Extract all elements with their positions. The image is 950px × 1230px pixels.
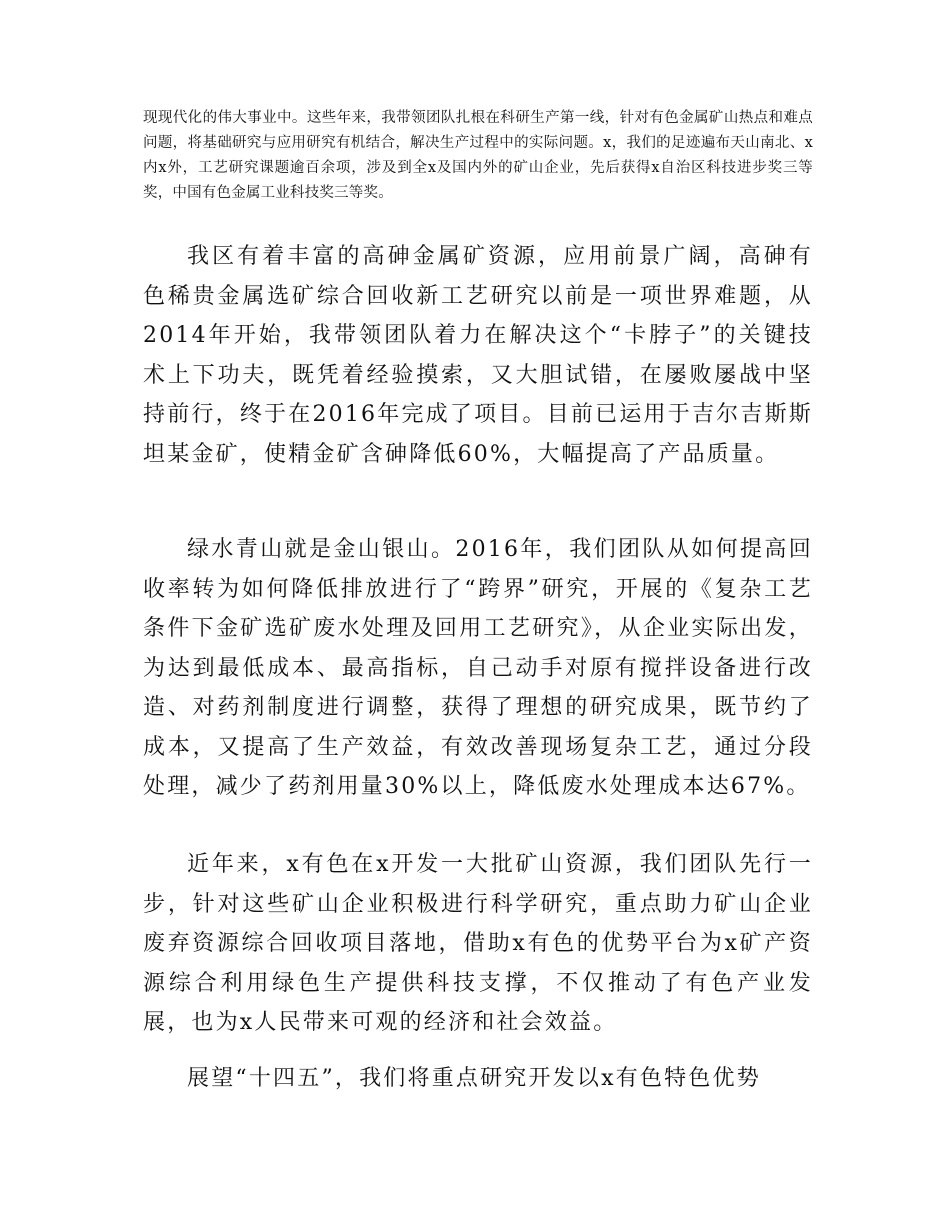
paragraph-arsenic-ore-research: 我区有着丰富的高砷金属矿资源，应用前景广阔，高砷有色稀贵金属选矿综合回收新工艺研究以前是一项世界难题，从2014年开始，我带领团队着力在解决这个“卡脖子”的关键技术上下功夫，既凭着经验摸索，又大胆试错，在屡败屡战中坚持前行，终于在2016年完成了项目。目前已运用于吉尔吉斯斯坦某金矿，使精金矿含砷降低60%，大幅提高了产品质量。: [143, 244, 813, 467]
paragraph-mine-resource-recovery: 近年来，x有色在x开发一大批矿山资源，我们团队先行一步，针对这些矿山企业积极进行科学研究，重点助力矿山企业废弃资源综合回收项目落地，借助x有色的优势平台为x矿产资源综合利用绿色生产提供科技支撑，不仅推动了有色产业发展，也为x人民带来可观的经济和社会效益。: [143, 852, 813, 1035]
intro-paragraph: 现现代化的伟大事业中。这些年来，我带领团队扎根在科研生产第一线，针对有色金属矿山热点和难点问题，将基础研究与应用研究有机结合，解决生产过程中的实际问题。x，我们的足迹遍布天山南北、x内x外，工艺研究课题逾百余项，涉及到全x及国内外的矿山企业，先后获得x自治区科技进步奖三等奖，中国有色金属工业科技奖三等奖。: [143, 110, 813, 201]
paragraph-wastewater-treatment: 绿水青山就是金山银山。2016年，我们团队从如何提高回收率转为如何降低排放进行了“跨界”研究，开展的《复杂工艺条件下金矿选矿废水处理及回用工艺研究》，从企业实际出发，为达到最低成本、最高指标，自己动手对原有搅拌设备进行改造、对药剂制度进行调整，获得了理想的研究成果，既节约了成本，又提高了生产效益，有效改善现场复杂工艺，通过分段处理，减少了药剂用量30%以上，降低废水处理成本达67%。: [143, 537, 813, 799]
paragraph-14th-five-year-outlook: 展望“十四五”，我们将重点研究开发以x有色特色优势: [187, 1066, 761, 1091]
